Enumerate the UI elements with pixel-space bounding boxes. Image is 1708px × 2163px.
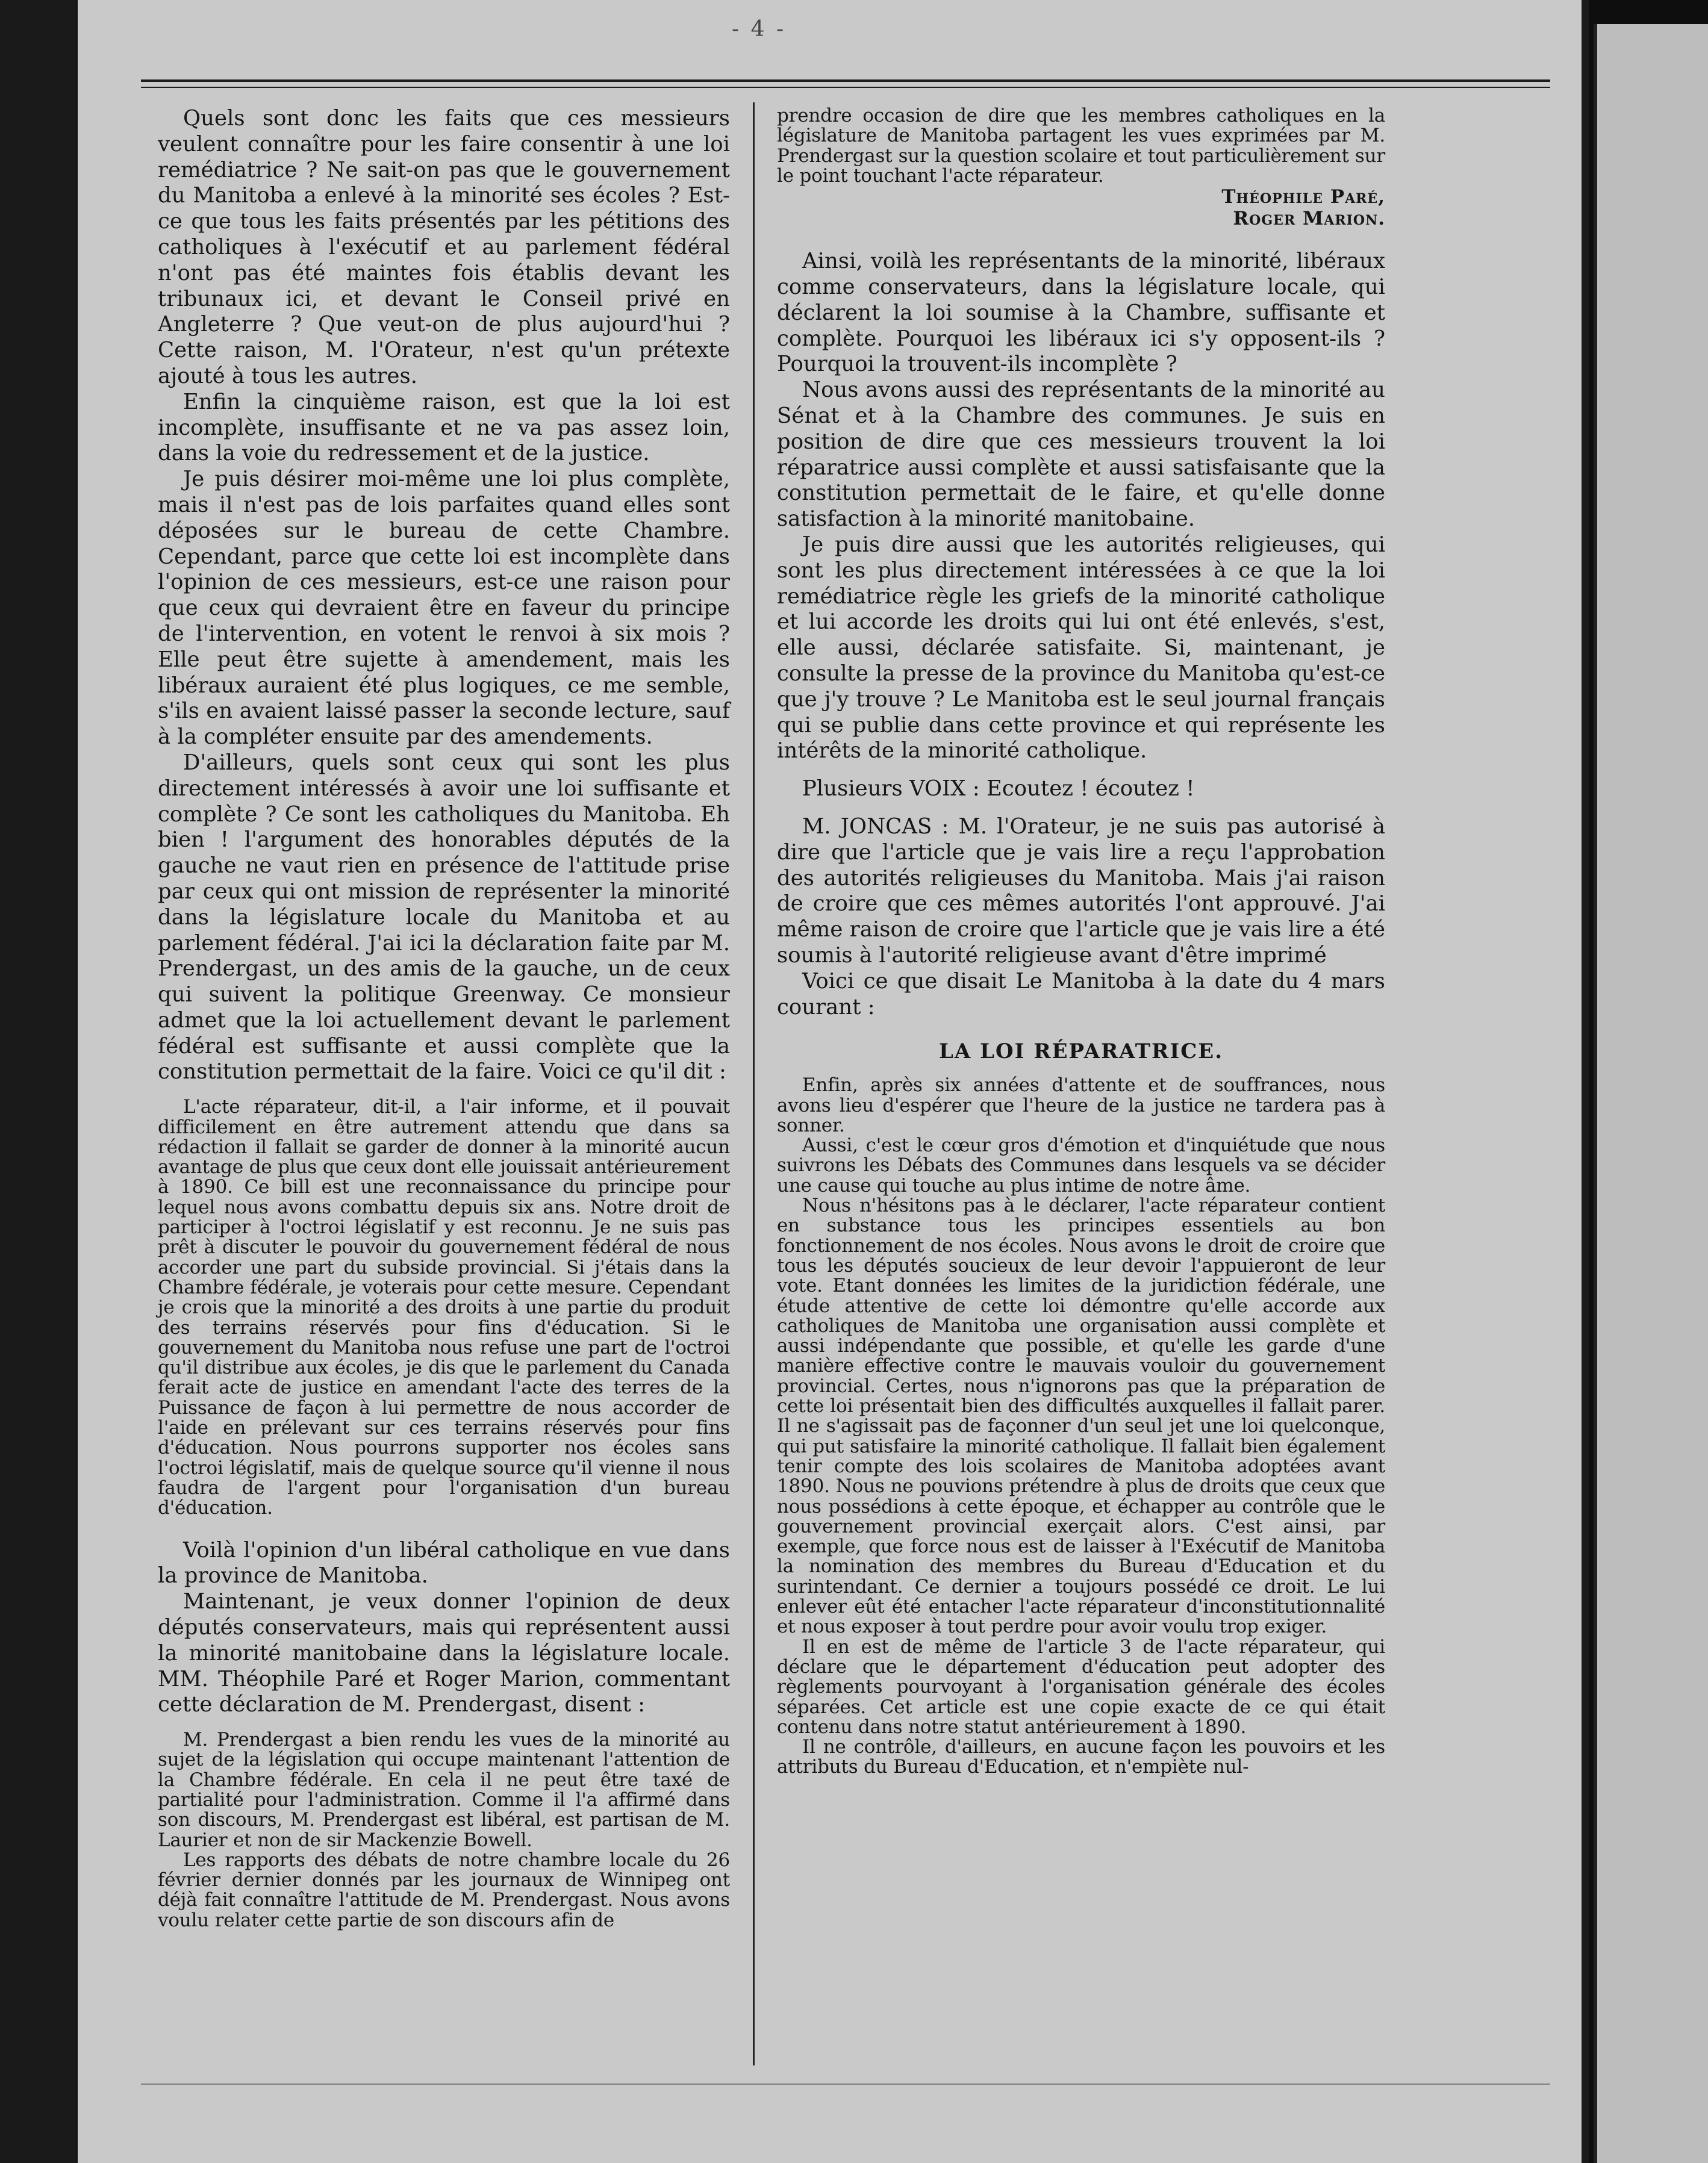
article-paragraph: Nous n'hésitons pas à le déclarer, l'acte réparateur contient en substance tous les principes essentiels au bon fonctionnement de nos écoles. Nous avons le droit de croire que tous les députés soucieux de leur devoir l'appuieront de leur vote. Etant données les limites de la juridiction fédérale, une étude attentive de cette loi démontre qu'elle accorde aux catholiques de Manitoba une organisation aussi complète et aussi indépendante que possible, et qu'elle les garde d'une manière effective contre le mauvais vouloir du gouvernement provincial. Certes, nous n'ignorons pas que la préparation de cette loi présentait bien des difficultés auxquelles il fallait parer. Il ne s'agissait pas de façonner d'un seul jet une loi quelconque, qui put satisfaire la minorité catholique. Il fallait bien également tenir compte des lois scolaires de Manitoba adoptées avant 1890. Nous ne pouvions prétendre à plus de droits que ceux que nous possédions à cette époque, et échapper au contrôle que le gouvernement provincial exerçait alors. C'est ainsi, par exemple, que force nous est de laisser à l'Exécutif de Manitoba la nomination des membres du Bureau d'Education et du surintendant. Ce dernier a toujours possédé ce droit. Le lui enlever eût été entacher l'acte réparateur d'inconstitutionnalité et nous exposer à tout perdre pour avoir voulu trop exiger. [777, 1195, 1385, 1638]
quotation-prendergast: L'acte réparateur, dit-il, a l'air informe, et il pouvait difficilement en être autrement attendu que dans sa rédaction il fallait se garder de donner à la minorité aucun avantage de plus que ceux dont elle jouissait antérieurement à 1890. Ce bill est une reconnaissance du principe pour lequel nous avons combattu depuis six ans. Notre droit de participer à l'octroi législatif y est reconnu. Je ne suis pas prêt à discuter le pouvoir du gouvernement fédéral de nous accorder une part du subside provincial. Si j'étais dans la Chambre fédérale, je voterais pour cette mesure. Cependant je crois que la minorité a des droits à une partie du produit des terrains réservés pour fins d'éducation. Si le gouvernement du Manitoba nous refuse une part de l'octroi qu'il distribue aux écoles, je dis que le parlement du Canada ferait acte de justice en amendant l'acte des terres de la Puissance de façon à lui permettre de nous accorder de l'aide en prélevant sur ces terrains réservés pour fins d'éducation. Nous pourrons supporter nos écoles sans l'octroi législatif, mais de quelque source qu'il vienne il nous faudra de l'argent pour l'organisation d'un bureau d'éducation. [158, 1096, 730, 1519]
paragraph: Nous avons aussi des représentants de la minorité au Sénat et à la Chambre des communes. Je suis en position de dire que ces messieurs trouvent la loi réparatrice aussi complète et aussi satisfaisante que la constitution permettait de le faire, et qu'elle donne satisfaction à la minorité manitobaine. [777, 378, 1385, 532]
article-paragraph: Aussi, c'est le cœur gros d'émotion et d'inquiétude que nous suivrons les Débats des Communes dans lesquels va se décider une cause qui touche au plus intime de notre âme. [777, 1134, 1385, 1197]
column-divider [753, 102, 755, 2065]
left-column [158, 106, 730, 1931]
right-column [777, 106, 1385, 1778]
paragraph: Maintenant, je veux donner l'opinion de deux députés conservateurs, mais qui représentent aussi la minorité manitobaine dans la législature locale. MM. Théophile Paré et Roger Marion, commentant cette déclaration de M. Prendergast, disent : [158, 1589, 730, 1717]
paragraph: Voilà l'opinion d'un libéral catholique en vue dans la province de Manitoba. [158, 1537, 730, 1589]
article-paragraph: Il ne contrôle, d'ailleurs, en aucune façon les pouvoirs et les attributs du Bureau d'Education, et n'empiète nul- [777, 1736, 1385, 1778]
quotation-continuation: prendre occasion de dire que les membres catholiques en la législature de Manitoba partagent les vues exprimées par M. Prendergast sur la question scolaire et tout particulièrement sur le point touchant l'acte réparateur. [777, 105, 1385, 187]
article-paragraph: Il en est de même de l'article 3 de l'acte réparateur, qui déclare que le département d'éducation peut adopter des règlements pourvoyant à l'organisation générale des écoles séparées. Cet article est une copie exacte de ce qui était contenu dans notre statut antérieurement à 1890. [777, 1635, 1385, 1738]
quotation-pare-marion: M. Prendergast a bien rendu les vues de la minorité au sujet de la législation qui occupe maintenant l'attention de la Chambre fédérale. En cela il ne peut être taxé de partialité pour l'administration. Comme il l'a affirmé dans son discours, M. Prendergast est libéral, est partisan de M. Laurier et non de sir Mackenzie Bowell. [158, 1729, 730, 1851]
quotation-pare-marion-cont: Les rapports des débats de notre chambre locale du 26 février dernier donnés par les journaux de Winnipeg ont déjà fait connaître l'attitude de M. Prendergast. Nous avons voulu relater cette partie de son discours afin de [158, 1849, 730, 1931]
article-paragraph: Enfin, après six années d'attente et de souffrances, nous avons lieu d'espérer que l'heure de la justice ne tardera pas à sonner. [777, 1074, 1385, 1136]
interjection: Plusieurs VOIX : Ecoutez ! écoutez ! [802, 776, 1195, 801]
paragraph: Ainsi, voilà les représentants de la minorité, libéraux comme conservateurs, dans la législature locale, qui déclarent la loi soumise à la Chambre, suffisante et complète. Pourquoi les libéraux ici s'y opposent-ils ? Pourquoi la trouvent-ils incomplète ? [777, 249, 1385, 377]
signature-pare: Théophile Paré, [1221, 186, 1385, 208]
signature-block [777, 186, 1385, 229]
speaker-joncas: M. JONCAS : M. l'Orateur, je ne suis pas autorisé à dire que l'article que je vais lire a reçu l'approbation des autorités religieuses du Manitoba. Mais j'ai raison de croire que ces mêmes autorités l'ont approuvé. J'ai même raison de croire que l'article que je vais lire a été soumis à l'autorité religieuse avant d'être imprimé [777, 814, 1385, 968]
paragraph: Je puis dire aussi que les autorités religieuses, qui sont les plus directement intéressées à ce que la loi remédiatrice règle les griefs de la minorité catholique et lui accorde les droits qui lui ont été enlevés, s'est, elle aussi, déclarée satisfaite. Si, maintenant, je consulte la presse de la province du Manitoba qu'est-ce que j'y trouve ? Le Manitoba est le seul journal français qui se publie dans cette province et qui représente les intérêts de la minorité catholique. [777, 532, 1385, 764]
paragraph: Je puis désirer moi-même une loi plus complète, mais il n'est pas de lois parfaites quand elles sont déposées sur le bureau de cette Chambre. Cependant, parce que cette loi est incomplète dans l'opinion de ces messieurs, est-ce une raison pour que ceux qui devraient être en faveur du principe de l'intervention, en votent le renvoi à six mois ? Elle peut être sujette à amendement, mais les libéraux auraient été plus logiques, ce me semble, s'ils en avaient laissé passer la seconde lecture, sauf à la compléter ensuite par des amendements. [158, 467, 730, 750]
paragraph: D'ailleurs, quels sont ceux qui sont les plus directement intéressés à avoir une loi suffisante et complète ? Ce sont les catholiques du Manitoba. Eh bien ! l'argument des honorables députés de la gauche ne vaut rien en présence de l'attitude prise par ceux qui ont mission de représenter la minorité dans la législature locale du Manitoba et au parlement fédéral. J'ai ici la déclaration faite par M. Prendergast, un des amis de la gauche, un de ceux qui suivent la politique Greenway. Ce monsieur admet que la loi actuellement devant le parlement fédéral est suffisante et aussi complète que la constitution permettait de la faire. Voici ce qu'il dit : [158, 750, 730, 1085]
page-number: - 4 - [732, 17, 787, 42]
header-rule-thin [141, 87, 1550, 88]
paragraph: Quels sont donc les faits que ces messieurs veulent connaître pour les faire consentir à une loi remédiatrice ? Ne sait-on pas que le gouvernement du Manitoba a enlevé à la minorité ses écoles ? Est-ce que tous les faits présentés par les pétitions des catholiques à l'exécutif et au parlement fédéral n'ont pas été maintes fois établis devant les tribunaux ici, et devant le Conseil privé en Angleterre ? Que veut-on de plus aujourd'hui ? Cette raison, M. l'Orateur, n'est qu'un prétexte ajouté à tous les autres. [158, 106, 730, 388]
article-title: LA LOI RÉPARATRICE. [938, 1039, 1224, 1064]
bottom-margin-line [141, 2084, 1550, 2085]
signature-marion: Roger Marion. [1233, 208, 1385, 230]
adjacent-page-edge [1589, 0, 1708, 2163]
header-rule [141, 79, 1550, 82]
paragraph: Enfin la cinquième raison, est que la loi est incomplète, insuffisante et ne va pas assez loin, dans la voie du redressement et de la justice. [158, 389, 730, 466]
paragraph: Voici ce que disait Le Manitoba à la date du 4 mars courant : [777, 968, 1385, 1019]
